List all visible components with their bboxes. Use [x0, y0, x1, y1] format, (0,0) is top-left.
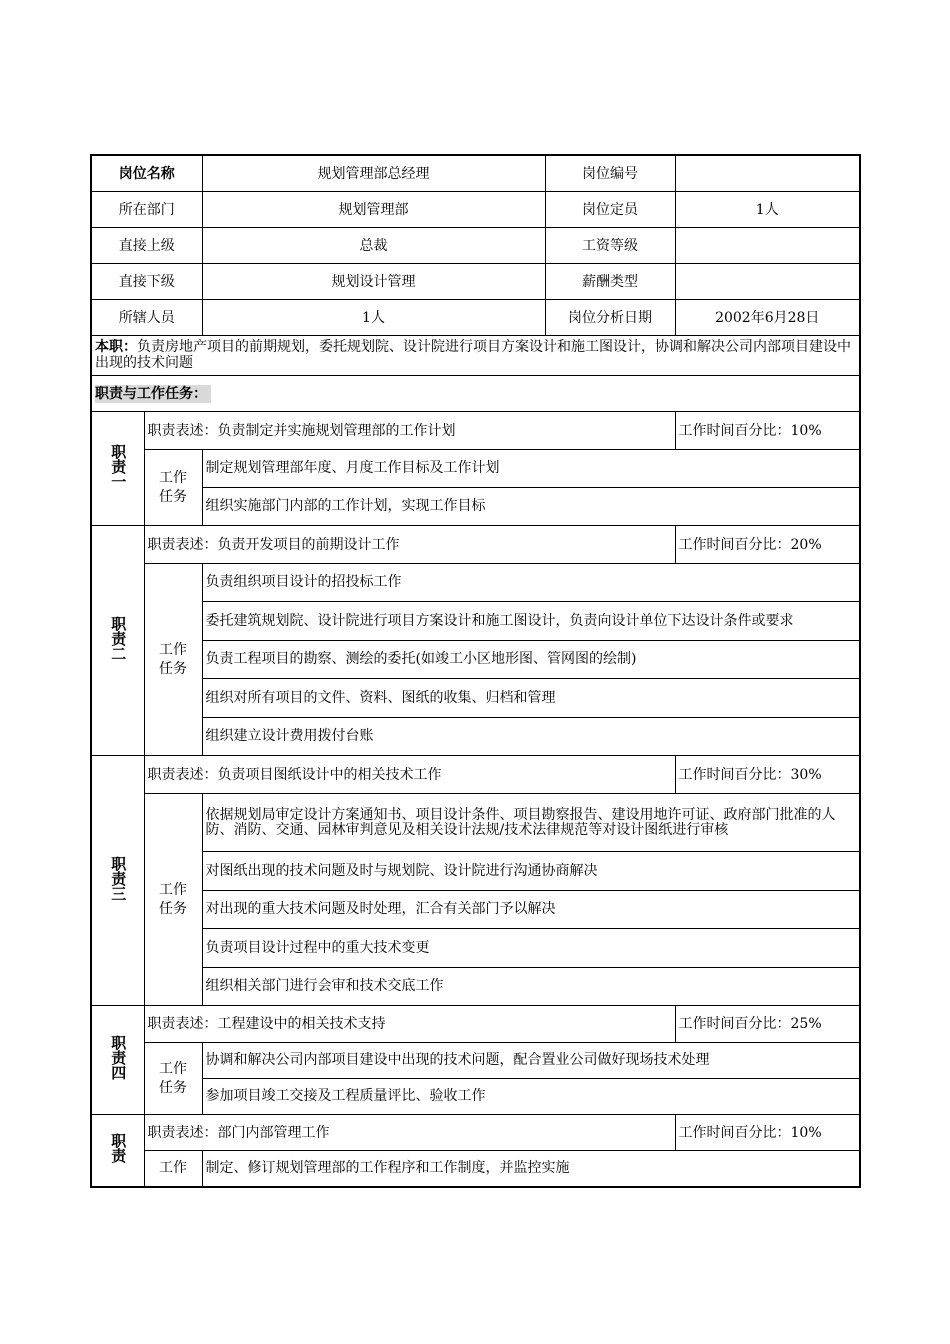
task-row — [91, 679, 860, 718]
task-item: 组织相关部门进行会审和技术交底工作 — [202, 968, 860, 1006]
duty-time-percent: 工作时间百分比：10% — [675, 1115, 860, 1151]
duty-description: 职责表述：工程建设中的相关技术支持 — [144, 1006, 675, 1043]
task-item: 组织建立设计费用拨付台账 — [202, 718, 860, 756]
duty-time-percent: 工作时间百分比：25% — [675, 1006, 860, 1043]
header-label: 所辖人员 — [91, 300, 202, 336]
header-label: 岗位编号 — [545, 155, 675, 192]
header-row — [91, 155, 860, 192]
task-item: 负责工程项目的勘察、测绘的委托(如竣工小区地形图、管网图的绘制) — [202, 641, 860, 679]
summary-row — [91, 336, 860, 376]
duty-desc-row — [91, 1115, 860, 1151]
header-value — [675, 228, 860, 264]
header-row — [91, 264, 860, 300]
duty-description: 职责表述：负责制定并实施规划管理部的工作计划 — [144, 412, 675, 450]
duty-description: 职责表述：负责开发项目的前期设计工作 — [144, 526, 675, 564]
task-label: 工作任务 — [144, 1043, 202, 1115]
header-value: 2002年6月28日 — [675, 300, 860, 336]
job-description-sheet — [90, 154, 859, 1188]
task-row — [91, 968, 860, 1006]
duty-description: 职责表述：负责项目图纸设计中的相关技术工作 — [144, 756, 675, 794]
header-value: 规划设计管理 — [202, 264, 545, 300]
header-value: 总裁 — [202, 228, 545, 264]
task-row — [91, 450, 860, 488]
task-row — [91, 718, 860, 756]
duty-label: 职责一 — [91, 412, 144, 526]
header-value — [675, 264, 860, 300]
task-item: 对出现的重大技术问题及时处理，汇合有关部门予以解决 — [202, 891, 860, 929]
task-item: 制定规划管理部年度、月度工作目标及工作计划 — [202, 450, 860, 488]
task-item: 参加项目竣工交接及工程质量评比、验收工作 — [202, 1079, 860, 1115]
section-title-cell — [91, 376, 860, 412]
task-item: 委托建筑规划院、设计院进行项目方案设计和施工图设计，负责向设计单位下达设计条件或要求 — [202, 602, 860, 641]
duty-label: 职责二 — [91, 526, 144, 756]
header-label: 岗位名称 — [91, 155, 202, 192]
duty-label: 职责四 — [91, 1006, 144, 1115]
duty-time-percent: 工作时间百分比：30% — [675, 756, 860, 794]
task-row — [91, 641, 860, 679]
header-row — [91, 300, 860, 336]
header-label: 直接下级 — [91, 264, 202, 300]
task-row — [91, 929, 860, 968]
duty-time-percent: 工作时间百分比：10% — [675, 412, 860, 450]
task-row — [91, 794, 860, 852]
task-row — [91, 1079, 860, 1115]
task-row — [91, 891, 860, 929]
task-row — [91, 1151, 860, 1187]
header-row — [91, 228, 860, 264]
duty-description: 职责表述：部门内部管理工作 — [144, 1115, 675, 1151]
summary-text: 负责房地产项目的前期规划，委托规划院、设计院进行项目方案设计和施工图设计，协调和解决公司内部项目建设中出现的技术问题 — [95, 339, 851, 371]
summary-label: 本职： — [95, 339, 137, 355]
task-item: 组织对所有项目的文件、资料、图纸的收集、归档和管理 — [202, 679, 860, 718]
header-label: 岗位定员 — [545, 192, 675, 228]
header-label: 工资等级 — [545, 228, 675, 264]
task-row — [91, 488, 860, 526]
task-row — [91, 852, 860, 891]
job-description-table — [90, 154, 861, 1188]
header-label: 薪酬类型 — [545, 264, 675, 300]
header-row — [91, 192, 860, 228]
header-value: 1人 — [202, 300, 545, 336]
task-label: 工作任务 — [144, 564, 202, 756]
task-item: 负责项目设计过程中的重大技术变更 — [202, 929, 860, 968]
section-title: 职责与工作任务： — [95, 385, 211, 403]
duty-time-percent: 工作时间百分比：20% — [675, 526, 860, 564]
header-value — [675, 155, 860, 192]
task-label: 工作任务 — [144, 450, 202, 526]
task-item: 协调和解决公司内部项目建设中出现的技术问题，配合置业公司做好现场技术处理 — [202, 1043, 860, 1079]
task-item: 依据规划局审定设计方案通知书、项目设计条件、项目勘察报告、建设用地许可证、政府部门批准的人防、消防、交通、园林审判意见及相关设计法规/技术法律规范等对设计图纸进行审核 — [202, 794, 860, 852]
header-label: 岗位分析日期 — [545, 300, 675, 336]
task-label: 工作 — [144, 1151, 202, 1187]
duty-label: 职责 — [91, 1115, 144, 1187]
task-item: 对图纸出现的技术问题及时与规划院、设计院进行沟通协商解决 — [202, 852, 860, 891]
header-value: 规划管理部 — [202, 192, 545, 228]
task-item: 组织实施部门内部的工作计划，实现工作目标 — [202, 488, 860, 526]
header-value: 规划管理部总经理 — [202, 155, 545, 192]
header-label: 直接上级 — [91, 228, 202, 264]
duty-desc-row — [91, 1006, 860, 1043]
task-row — [91, 1043, 860, 1079]
duty-desc-row — [91, 756, 860, 794]
duty-label: 职责三 — [91, 756, 144, 1006]
header-value: 1人 — [675, 192, 860, 228]
task-row — [91, 602, 860, 641]
task-label: 工作任务 — [144, 794, 202, 1006]
section-title-row — [91, 376, 860, 412]
task-row — [91, 564, 860, 602]
task-item: 负责组织项目设计的招投标工作 — [202, 564, 860, 602]
summary-cell — [91, 336, 860, 376]
header-label: 所在部门 — [91, 192, 202, 228]
duty-desc-row — [91, 526, 860, 564]
task-item: 制定、修订规划管理部的工作程序和工作制度，并监控实施 — [202, 1151, 860, 1187]
duty-desc-row — [91, 412, 860, 450]
